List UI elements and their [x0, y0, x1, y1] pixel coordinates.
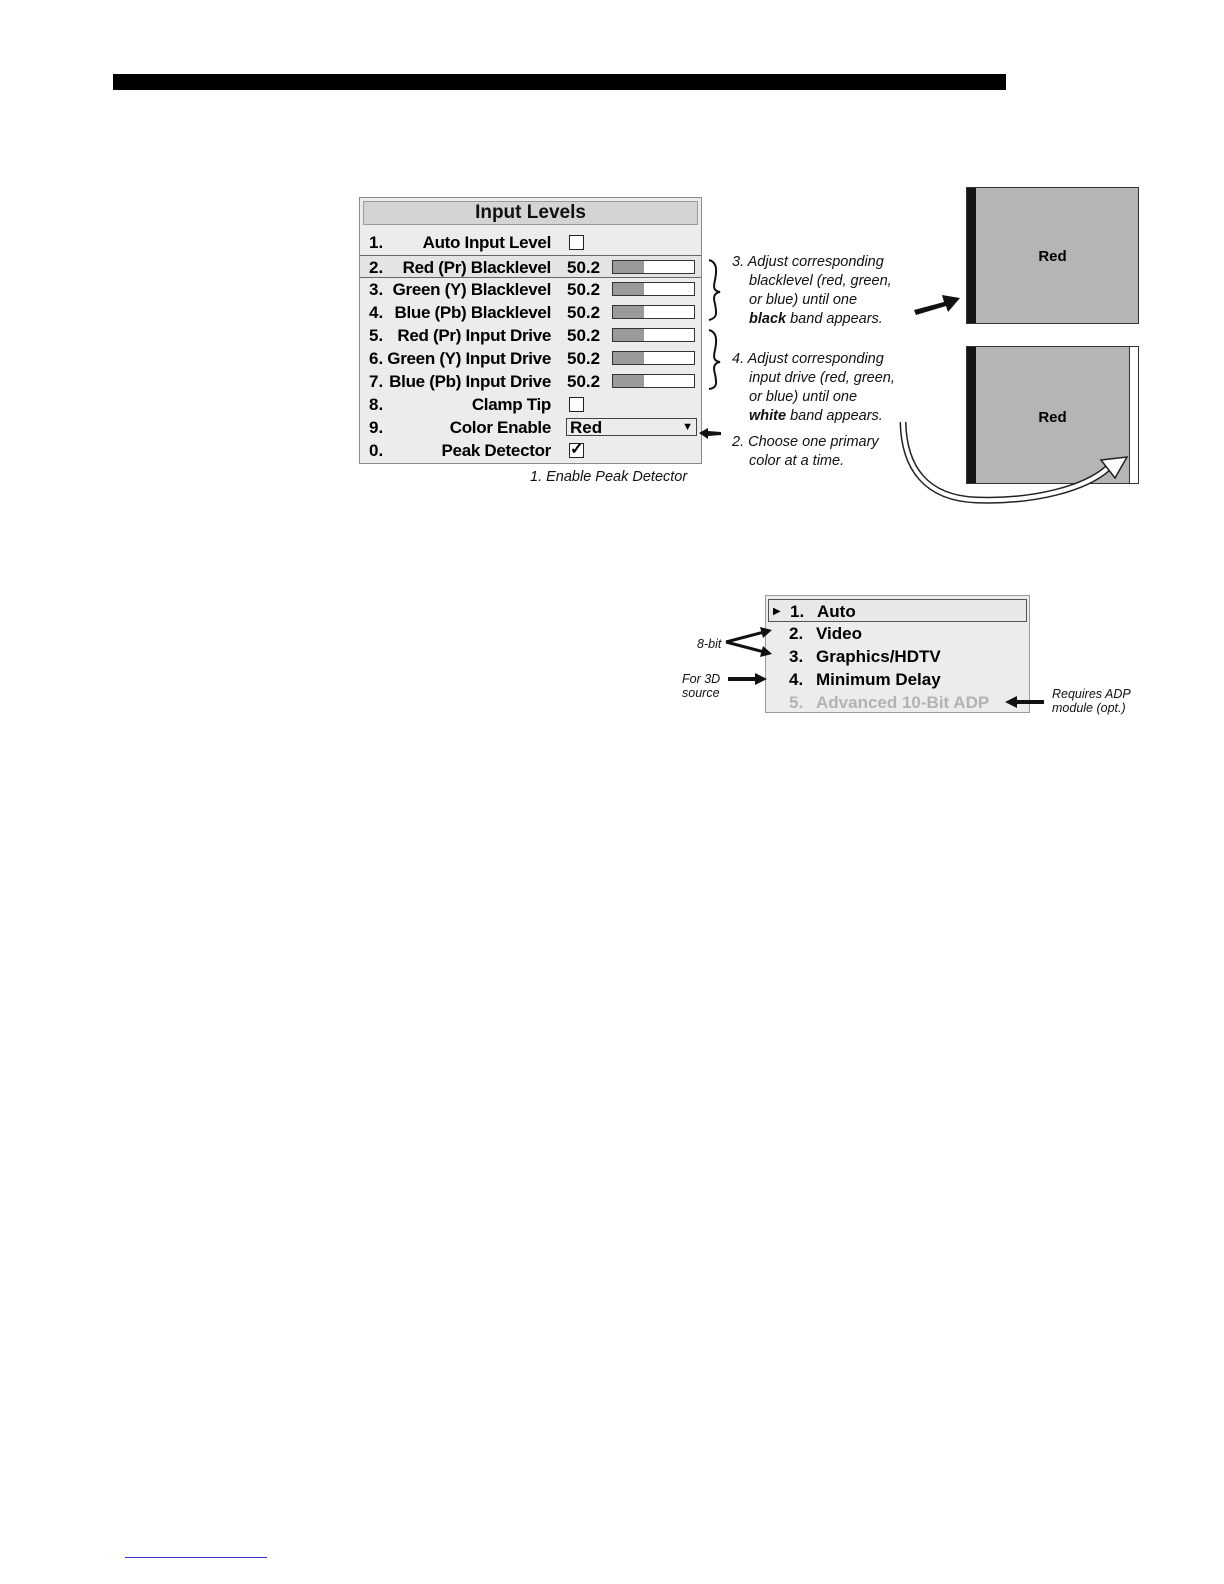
row-number: 0.: [369, 441, 384, 460]
annotation-line: 3. Adjust corresponding: [732, 254, 884, 270]
slider-fill: [613, 306, 644, 318]
curved-arrow-icon: [896, 418, 1136, 508]
annotation-line: 2. Choose one primary: [732, 434, 879, 450]
annotation-step3: [732, 253, 892, 329]
slider-value: 50.2: [567, 280, 601, 299]
row-label: Green (Y) Input Drive: [387, 349, 551, 368]
menu-item-video[interactable]: [766, 622, 1029, 645]
color-enable-select[interactable]: [566, 418, 697, 436]
header-rule: [113, 74, 1006, 90]
slider-fill: [613, 352, 644, 364]
item-number: 5.: [789, 693, 804, 712]
note-line: Requires ADP: [1052, 687, 1131, 701]
note-8bit: 8-bit: [697, 637, 722, 651]
menu-row-red-input-drive[interactable]: [360, 324, 701, 347]
row-label: Auto Input Level: [422, 233, 551, 252]
select-value: Red: [570, 418, 603, 437]
menu-row-auto-input-level[interactable]: [360, 231, 701, 254]
annotation-line: 4. Adjust corresponding: [732, 351, 884, 367]
input-levels-menu: [359, 197, 702, 464]
menu-row-blue-blacklevel[interactable]: [360, 301, 701, 324]
slider-value: 50.2: [567, 326, 601, 345]
auto-input-level-checkbox[interactable]: [569, 235, 584, 250]
menu-row-red-blacklevel[interactable]: [360, 255, 701, 278]
pattern-label: Red: [1038, 248, 1067, 265]
peak-detector-checkbox[interactable]: ✓: [570, 441, 584, 458]
step2-arrow-icon: [697, 425, 723, 441]
8bit-arrows-icon: [724, 626, 774, 658]
row-label: Blue (Pb) Blacklevel: [394, 303, 551, 322]
menu-item-advanced-10bit-adp: [766, 691, 1029, 714]
row-number: 8.: [369, 395, 384, 414]
row-label: Green (Y) Blacklevel: [392, 280, 551, 299]
footer-rule: [125, 1557, 267, 1558]
annotation-step2: [732, 433, 879, 471]
note-line: source: [682, 686, 720, 700]
menu-item-graphics-hdtv[interactable]: [766, 645, 1029, 668]
annotation-line: or blue) until one: [749, 292, 858, 308]
blue-input-drive-slider[interactable]: [612, 374, 695, 388]
clamp-tip-checkbox[interactable]: [569, 397, 584, 412]
note-requires-adp: [1052, 687, 1131, 715]
row-number: 2.: [369, 258, 384, 277]
annotation-line: [732, 407, 895, 426]
slider-fill: [613, 283, 644, 295]
item-label: Advanced 10-Bit ADP: [816, 693, 990, 712]
menu-row-blue-input-drive[interactable]: [360, 370, 701, 393]
blue-blacklevel-slider[interactable]: [612, 305, 695, 319]
emphasis: white: [749, 408, 787, 424]
arrow-right-icon: [910, 290, 962, 320]
item-number: 1.: [790, 602, 805, 621]
note-3d: [682, 672, 720, 700]
item-number: 3.: [789, 647, 804, 666]
slider-value: 50.2: [567, 258, 601, 277]
emphasis: black: [749, 311, 787, 327]
item-number: 2.: [789, 624, 804, 643]
green-blacklevel-slider[interactable]: [612, 282, 695, 296]
test-pattern-black-band: [966, 187, 1139, 324]
slider-value: 50.2: [567, 372, 601, 391]
row-label: Red (Pr) Input Drive: [397, 326, 551, 345]
arrow-left-icon: [1004, 695, 1046, 709]
annotation-line: color at a time.: [749, 453, 845, 469]
item-label: Auto: [817, 602, 856, 621]
red-input-drive-slider[interactable]: [612, 328, 695, 342]
annotation-step1: 1. Enable Peak Detector: [530, 469, 688, 485]
menu-row-clamp-tip[interactable]: [360, 393, 701, 416]
slider-value: 50.2: [567, 349, 601, 368]
red-blacklevel-slider[interactable]: [612, 260, 695, 274]
slider-value: 50.2: [567, 303, 601, 322]
menu-row-green-input-drive[interactable]: [360, 347, 701, 370]
annotation-line: [732, 310, 892, 329]
note-line: module (opt.): [1052, 701, 1126, 715]
item-label: Graphics/HDTV: [816, 647, 941, 666]
menu-row-peak-detector[interactable]: [360, 439, 701, 462]
row-label: Blue (Pb) Input Drive: [389, 372, 551, 391]
annotation-line: or blue) until one: [749, 389, 858, 405]
row-number: 4.: [369, 303, 384, 322]
menu-title: Input Levels: [363, 201, 698, 225]
slider-fill: [613, 329, 644, 341]
annotation-step4: [732, 350, 895, 426]
dropdown-arrow-icon: ▼: [682, 421, 693, 433]
note-line: For 3D: [682, 672, 721, 686]
pattern-label: Red: [1038, 409, 1067, 426]
row-label: Peak Detector: [441, 441, 551, 460]
row-number: 6.: [369, 349, 384, 368]
brace-icon: [703, 256, 727, 390]
annotation-line: input drive (red, green,: [749, 370, 895, 386]
row-number: 1.: [369, 233, 384, 252]
menu-item-minimum-delay[interactable]: [766, 668, 1029, 691]
pointer-icon: ▶: [773, 606, 781, 617]
row-number: 7.: [369, 372, 384, 391]
item-number: 4.: [789, 670, 804, 689]
annotation-text: band appears.: [786, 408, 883, 424]
green-input-drive-slider[interactable]: [612, 351, 695, 365]
row-label: Color Enable: [449, 418, 551, 437]
menu-row-color-enable[interactable]: [360, 416, 701, 439]
item-label: Minimum Delay: [816, 670, 941, 689]
row-number: 5.: [369, 326, 384, 345]
row-label: Clamp Tip: [471, 395, 551, 414]
annotation-line: blacklevel (red, green,: [749, 273, 892, 289]
arrow-right-icon: [727, 672, 769, 686]
row-number: 9.: [369, 418, 384, 437]
slider-fill: [613, 261, 644, 273]
item-label: Video: [816, 624, 862, 643]
slider-fill: [613, 375, 644, 387]
row-number: 3.: [369, 280, 384, 299]
menu-row-green-blacklevel[interactable]: [360, 278, 701, 301]
menu-item-auto[interactable]: [768, 599, 1027, 622]
row-label: Red (Pr) Blacklevel: [402, 258, 551, 277]
annotation-text: band appears.: [786, 311, 883, 327]
processing-menu: [765, 595, 1030, 713]
